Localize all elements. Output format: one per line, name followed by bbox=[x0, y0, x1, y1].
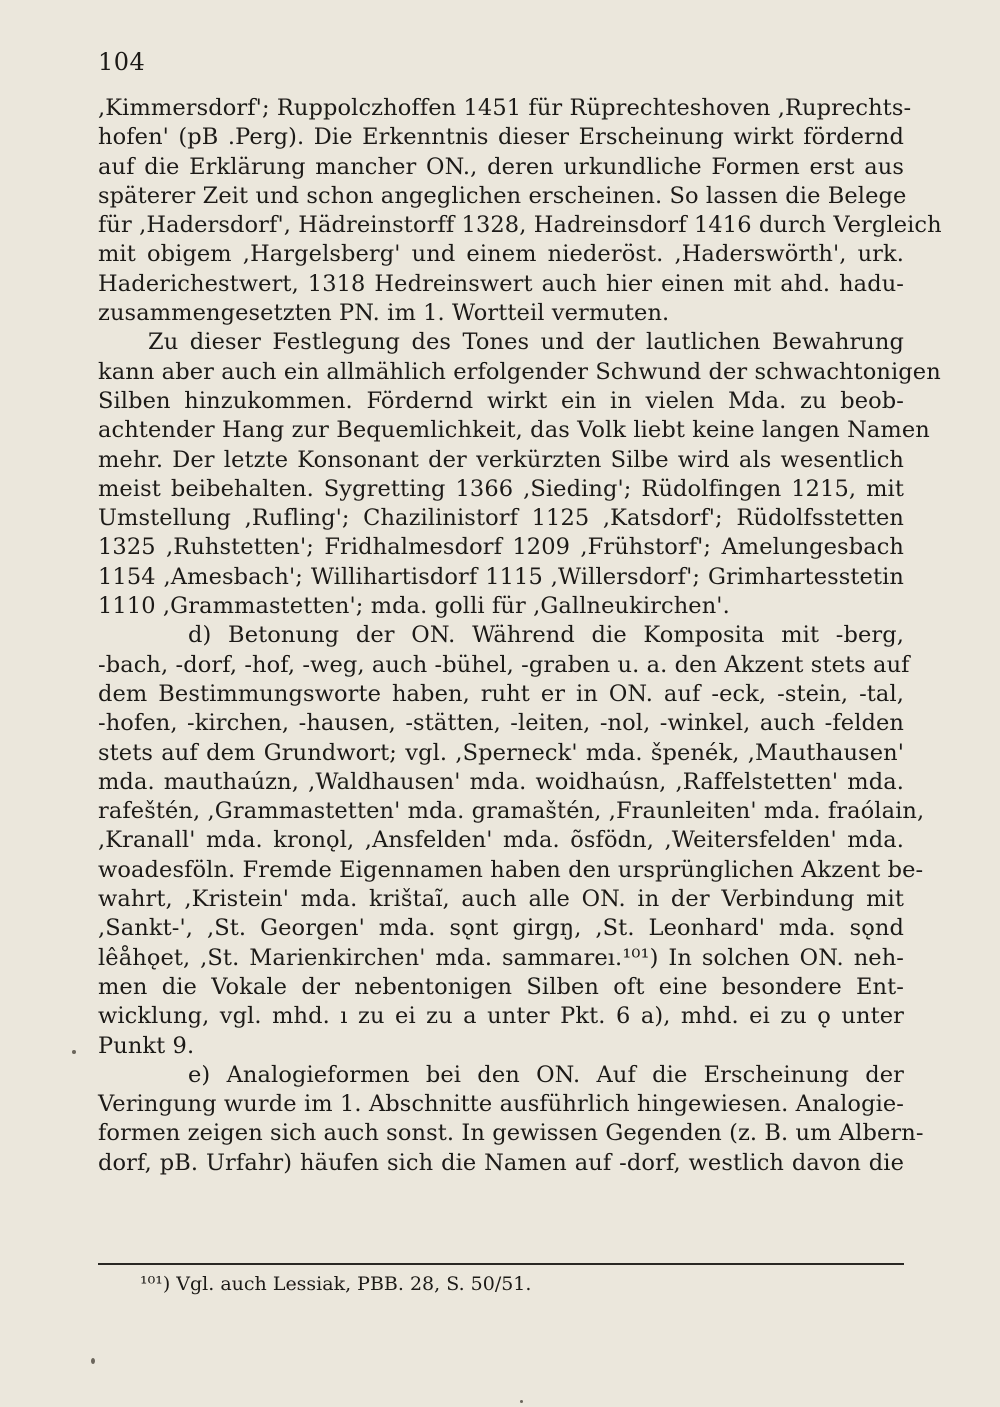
text-line: rafeštén, ,Grammastetten' mda. gramaštén, ,Fraunleiten' mda. fraólain, bbox=[98, 798, 925, 825]
section-heading-e: e) Analogieformen bei den ON. Auf die Erscheinung der bbox=[188, 1061, 904, 1088]
text-line: ,Kimmersdorf'; Ruppolczhoffen 1451 für Rüprechteshoven ,Ruprechts- bbox=[98, 95, 912, 121]
paragraph-start: Zu dieser Festlegung des Tones und der lautlichen Bewahrung bbox=[148, 329, 904, 356]
text-line: 1154 ,Amesbach'; Willihartisdorf 1115 ,Willersdorf'; Grimhartesstetin bbox=[98, 563, 904, 590]
text-line: hofen' (pB .Perg). Die Erkenntnis dieser Erscheinung wirkt fördernd bbox=[98, 124, 904, 151]
paper-speck bbox=[91, 1358, 95, 1364]
text-line: -bach, -dorf, -hof, -weg, auch -bühel, -graben u. a. den Akzent stets auf bbox=[98, 651, 910, 678]
text-line: ,Sankt-', ,St. Georgen' mda. sǫnt girgŋ, ,St. Leonhard' mda. sǫnd bbox=[98, 915, 904, 942]
text-line: 1325 ,Ruhstetten'; Fridhalmesdorf 1209 ,Frühstorf'; Amelungesbach bbox=[98, 534, 904, 561]
text-line: -hofen, -kirchen, -hausen, -stätten, -leiten, -nol, -winkel, auch -felden bbox=[98, 710, 904, 737]
text-line: kann aber auch ein allmählich erfolgender Schwund der schwachtonigen bbox=[98, 358, 941, 385]
text-line: späterer Zeit und schon angeglichen erscheinen. So lassen die Belege bbox=[98, 182, 907, 209]
text-line: mda. mauthaúzn, ,Waldhausen' mda. woidhaúsn, ,Raffelstetten' mda. bbox=[98, 768, 904, 795]
text-line: ,Kranall' mda. kronǫl, ,Ansfelden' mda. õsfödn, ,Weitersfelden' mda. bbox=[98, 827, 904, 854]
text-line: mehr. Der letzte Konsonant der verkürzten Silbe wird als wesentlich bbox=[98, 446, 904, 473]
text-line: mit obigem ,Hargelsberg' und einem niederöst. ,Haderswörth', urk. bbox=[98, 241, 904, 268]
text-line: dorf, pB. Urfahr) häufen sich die Namen auf -dorf, westlich davon die bbox=[98, 1149, 904, 1176]
footnote: ¹⁰¹) Vgl. auch Lessiak, PBB. 28, S. 50/51. bbox=[140, 1273, 532, 1295]
text-line: Haderichestwert, 1318 Hedreinswert auch hier einen mit ahd. hadu- bbox=[98, 270, 904, 297]
section-heading-d: d) Betonung der ON. Während die Komposita mit -berg, bbox=[188, 622, 904, 649]
text-line: 1110 ,Grammastetten'; mda. golli für ,Gallneukirchen'. bbox=[98, 593, 730, 620]
body-text bbox=[98, 94, 942, 1178]
paper-speck bbox=[72, 1050, 76, 1054]
text-line: dem Bestimmungsworte haben, ruht er in ON. auf -eck, -stein, -tal, bbox=[98, 680, 904, 707]
text-line: Umstellung ,Rufling'; Chazilinistorf 1125 ,Katsdorf'; Rüdolfsstetten bbox=[98, 505, 904, 532]
text-line: meist beibehalten. Sygretting 1366 ,Sieding'; Rüdolfingen 1215, mit bbox=[98, 475, 904, 502]
text-line: woadesföln. Fremde Eigennamen haben den ursprünglichen Akzent be- bbox=[98, 856, 924, 883]
text-line: für ,Hadersdorf', Hädreinstorff 1328, Hadreinsdorf 1416 durch Vergleich bbox=[98, 212, 942, 239]
footnote-divider bbox=[98, 1263, 904, 1265]
paper-speck bbox=[520, 1400, 523, 1403]
text-line: Silben hinzukommen. Fördernd wirkt ein in vielen Mda. zu beob- bbox=[98, 387, 904, 414]
text-line: zusammengesetzten PN. im 1. Wortteil vermuten. bbox=[98, 300, 670, 327]
text-line: wicklung, vgl. mhd. ı zu ei zu a unter Pkt. 6 a), mhd. ei zu ǫ unter bbox=[98, 1003, 904, 1030]
text-line: Punkt 9. bbox=[98, 1032, 195, 1059]
text-line: men die Vokale der nebentonigen Silben oft eine besondere Ent- bbox=[98, 973, 904, 1000]
text-line: wahrt, ,Kristein' mda. krištaĩ, auch alle ON. in der Verbindung mit bbox=[98, 886, 904, 913]
text-line: auf die Erklärung mancher ON., deren urkundliche Formen erst aus bbox=[98, 153, 904, 180]
text-line: lêåhǫet, ,St. Marienkirchen' mda. sammareı.¹⁰¹) In solchen ON. neh- bbox=[98, 944, 904, 971]
text-line: achtender Hang zur Bequemlichkeit, das Volk liebt keine langen Namen bbox=[98, 417, 930, 444]
text-line: Veringung wurde im 1. Abschnitte ausführlich hingewiesen. Analogie- bbox=[98, 1091, 904, 1118]
text-line: stets auf dem Grundwort; vgl. ,Sperneck' mda. špenék, ,Mauthausen' bbox=[98, 739, 904, 766]
page-number: 104 bbox=[98, 48, 146, 76]
text-line: formen zeigen sich auch sonst. In gewissen Gegenden (z. B. um Albern- bbox=[98, 1120, 924, 1147]
